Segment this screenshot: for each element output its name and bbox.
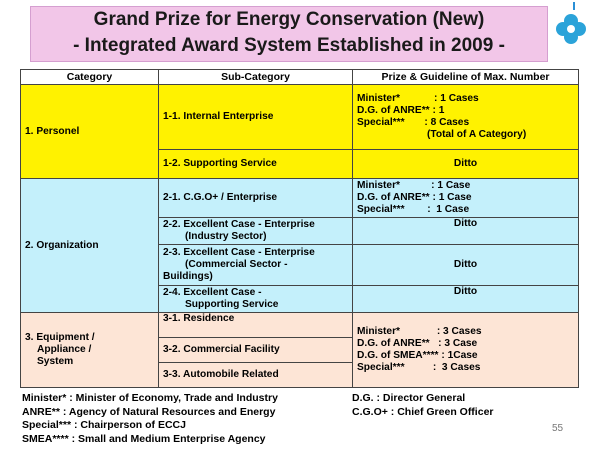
- sub-category-3-2: 3-2. Commercial Facility: [159, 338, 353, 363]
- sub-line: 2-2. Excellent Case - Enterprise: [163, 219, 315, 230]
- table-row: [21, 313, 579, 338]
- prize-2-2: Ditto: [353, 218, 579, 245]
- prize-line: Minister* : 3 Cases: [357, 326, 482, 337]
- footnote-anre: ANRE** : Agency of Natural Resources and Energy: [22, 405, 276, 418]
- footnote-cgo: C.G.O+ : Chief Green Officer: [352, 405, 494, 418]
- sub-line: Buildings): [163, 271, 213, 282]
- table-row: [21, 179, 579, 218]
- footnote-special: Special*** : Chairperson of ECCJ: [22, 419, 186, 431]
- footnote-dg: D.G. : Director General: [352, 392, 466, 404]
- sub-line: (Commercial Sector -: [185, 259, 288, 270]
- footnote-smea: SMEA**** : Small and Medium Enterprise Agency: [22, 432, 266, 445]
- prize-line: Minister* : 1 Cases: [357, 93, 479, 104]
- prize-line: (Total of A Category): [427, 129, 527, 140]
- sub-line: (Industry Sector): [185, 231, 267, 242]
- title-line-1: Grand Prize for Energy Conservation (New): [93, 9, 485, 30]
- category-personel: 1. Personel: [21, 85, 159, 179]
- sub-line: 2-3. Excellent Case - Enterprise: [163, 247, 315, 258]
- category-line: 3. Equipment /: [25, 332, 95, 343]
- category-equipment: [21, 313, 159, 388]
- header-prize: Prize & Guideline of Max. Number: [353, 70, 579, 85]
- prize-line: D.G. of SMEA**** : 1Case: [357, 350, 478, 361]
- category-line: Appliance /: [37, 344, 92, 355]
- category-line: System: [37, 356, 74, 367]
- sub-category-2-4: [159, 286, 353, 313]
- title-banner: [30, 6, 548, 62]
- prize-line: D.G. of ANRE** : 1: [357, 105, 445, 116]
- prize-2-1: [353, 179, 579, 218]
- award-table: [20, 69, 579, 388]
- clover-logo-icon: [554, 12, 588, 46]
- prize-line: Special*** : 1 Case: [357, 204, 470, 215]
- sub-category-1-2: 1-2. Supporting Service: [159, 150, 353, 179]
- prize-1-1: [353, 85, 579, 150]
- prize-line: Special*** : 3 Cases: [357, 362, 481, 373]
- prize-2-4: Ditto: [353, 286, 579, 313]
- table-header-row: [21, 70, 579, 85]
- title-line-2: - Integrated Award System Established in 2009 -: [73, 35, 505, 56]
- category-organization: 2. Organization: [21, 179, 159, 313]
- prize-line: Special*** : 8 Cases: [357, 117, 470, 128]
- sub-category-3-3: 3-3. Automobile Related: [159, 363, 353, 388]
- prize-line: D.G. of ANRE** : 3 Case: [357, 338, 478, 349]
- page-number: 55: [552, 423, 564, 434]
- prize-3: [353, 313, 579, 388]
- footnote-minister: Minister* : Minister of Economy, Trade and Industry: [22, 392, 278, 404]
- table-row: [21, 85, 579, 150]
- sub-category-2-3: [159, 245, 353, 286]
- prize-1-2: Ditto: [353, 150, 579, 179]
- sub-line: 2-4. Excellent Case -: [163, 287, 262, 298]
- sub-category-2-2: [159, 218, 353, 245]
- header-category: Category: [21, 70, 159, 85]
- prize-2-3: Ditto: [353, 245, 579, 286]
- accent-mark: [573, 2, 575, 10]
- sub-category-3-1: 3-1. Residence: [159, 313, 353, 338]
- sub-category-2-1: 2-1. C.G.O+ / Enterprise: [159, 179, 353, 218]
- sub-line: Supporting Service: [185, 299, 279, 310]
- header-sub-category: Sub-Category: [159, 70, 353, 85]
- prize-line: Minister* : 1 Case: [357, 180, 471, 191]
- sub-category-1-1: 1-1. Internal Enterprise: [159, 85, 353, 150]
- prize-line: D.G. of ANRE** : 1 Case: [357, 192, 472, 203]
